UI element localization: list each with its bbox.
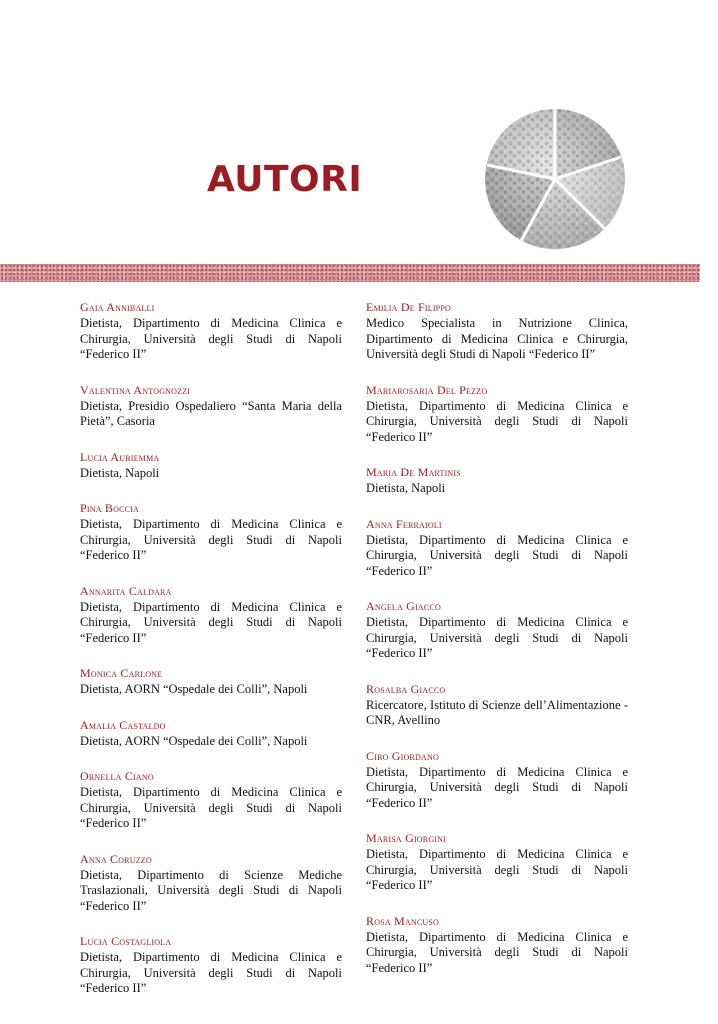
author-affiliation: Dietista, Dipartimento di Medicina Clinica e Chirurgia, Università degli Studi di Napoli “Federico II” bbox=[80, 599, 342, 645]
author-entry bbox=[80, 934, 342, 997]
author-name: Lucia Costagliola bbox=[80, 934, 172, 948]
author-name: Anna Ferraioli bbox=[366, 516, 442, 531]
author-affiliation: Dietista, Dipartimento di Medicina Clinica e Chirurgia, Università degli Studi di Napoli “Federico II” bbox=[366, 929, 628, 975]
author-entry bbox=[366, 682, 628, 729]
author-name: Emilia De Filippo bbox=[366, 300, 451, 314]
author-entry bbox=[80, 666, 342, 698]
page-title: AUTORI bbox=[207, 159, 363, 200]
author-affiliation: Dietista, Napoli bbox=[366, 481, 446, 495]
author-affiliation: Dietista, Dipartimento di Medicina Clinica e Chirurgia, Università degli Studi di Napoli “Federico II” bbox=[366, 398, 628, 444]
author-affiliation: Medico Specialista in Nutrizione Clinica, Dipartimento di Medicina Clinica e Chirurgia, Università degli Studi di Napoli “Federico II” bbox=[366, 316, 628, 361]
author-name: Mariarosaria Del Pezzo bbox=[366, 382, 488, 397]
author-name: Maria De Martinis bbox=[366, 465, 461, 479]
author-entry bbox=[80, 300, 342, 363]
author-affiliation: Ricercatore, Istituto di Scienze dell’Alimentazione - CNR, Avellino bbox=[366, 697, 628, 727]
author-name: Annarita Caldara bbox=[80, 583, 172, 598]
author-entry bbox=[366, 749, 628, 812]
author-affiliation: Dietista, Dipartimento di Medicina Clinica e Chirurgia, Università degli Studi di Napoli “Federico II” bbox=[80, 950, 342, 995]
author-affiliation: Dietista, Dipartimento di Scienze Mediche Traslazionali, Università degli Studi di Napoli “Federico II” bbox=[80, 867, 342, 913]
author-name: Gaia Anniballi bbox=[80, 300, 155, 314]
author-affiliation: Dietista, Dipartimento di Medicina Clinica e Chirurgia, Università degli Studi di Napoli “Federico II” bbox=[366, 532, 628, 578]
author-entry bbox=[80, 450, 342, 482]
author-entry bbox=[366, 300, 628, 363]
author-entry bbox=[366, 517, 628, 580]
author-affiliation: Dietista, AORN “Ospedale dei Colli”, Napoli bbox=[80, 682, 308, 696]
author-entry bbox=[366, 599, 628, 662]
author-affiliation: Dietista, Dipartimento di Medicina Clinica e Chirurgia, Università degli Studi di Napoli “Federico II” bbox=[80, 785, 342, 830]
author-name: Valentina Antognozzi bbox=[80, 382, 191, 397]
author-name: Lucia Auriemma bbox=[80, 449, 160, 464]
author-entry bbox=[80, 501, 342, 564]
decorative-divider-band bbox=[0, 264, 700, 282]
author-entry bbox=[80, 769, 342, 832]
author-entry bbox=[366, 914, 628, 977]
author-name: Anna Coruzzo bbox=[80, 851, 152, 866]
authors-column-left bbox=[80, 300, 342, 1017]
author-affiliation: Dietista, AORN “Ospedale dei Colli”, Napoli bbox=[80, 733, 308, 748]
author-entry bbox=[80, 718, 342, 750]
author-entry bbox=[366, 465, 628, 497]
author-name: Rosa Mancuso bbox=[366, 913, 439, 928]
author-name: Ciro Giordano bbox=[366, 748, 439, 763]
author-name: Amalia Castaldo bbox=[80, 717, 166, 732]
author-affiliation: Dietista, Dipartimento di Medicina Clinica e Chirurgia, Università degli Studi di Napoli “Federico II” bbox=[80, 316, 342, 361]
author-affiliation: Dietista, Dipartimento di Medicina Clinica e Chirurgia, Università degli Studi di Napoli “Federico II” bbox=[366, 847, 628, 892]
author-entry bbox=[366, 831, 628, 894]
author-entry bbox=[366, 383, 628, 446]
author-entry bbox=[80, 584, 342, 647]
author-affiliation: Dietista, Dipartimento di Medicina Clinica e Chirurgia, Università degli Studi di Napoli “Federico II” bbox=[366, 764, 628, 810]
author-entry bbox=[80, 383, 342, 430]
author-name: Pina Boccia bbox=[80, 501, 139, 515]
author-affiliation: Dietista, Dipartimento di Medicina Clinica e Chirurgia, Università degli Studi di Napoli “Federico II” bbox=[366, 615, 628, 660]
food-plate-illustration-icon bbox=[481, 105, 629, 253]
author-entry bbox=[80, 852, 342, 915]
author-name: Rosalba Giacco bbox=[366, 681, 446, 696]
author-affiliation: Dietista, Napoli bbox=[80, 465, 160, 480]
author-name: Monica Carlone bbox=[80, 666, 163, 680]
author-name: Angela Giacco bbox=[366, 599, 441, 613]
author-affiliation: Dietista, Presidio Ospedaliero “Santa Maria della Pietà”, Casoria bbox=[80, 398, 342, 428]
author-name: Marisa Giorgini bbox=[366, 831, 446, 845]
author-affiliation: Dietista, Dipartimento di Medicina Clinica e Chirurgia, Università degli Studi di Napoli “Federico II” bbox=[80, 517, 342, 562]
authors-column-right bbox=[366, 300, 628, 996]
author-name: Ornella Ciano bbox=[80, 769, 154, 783]
